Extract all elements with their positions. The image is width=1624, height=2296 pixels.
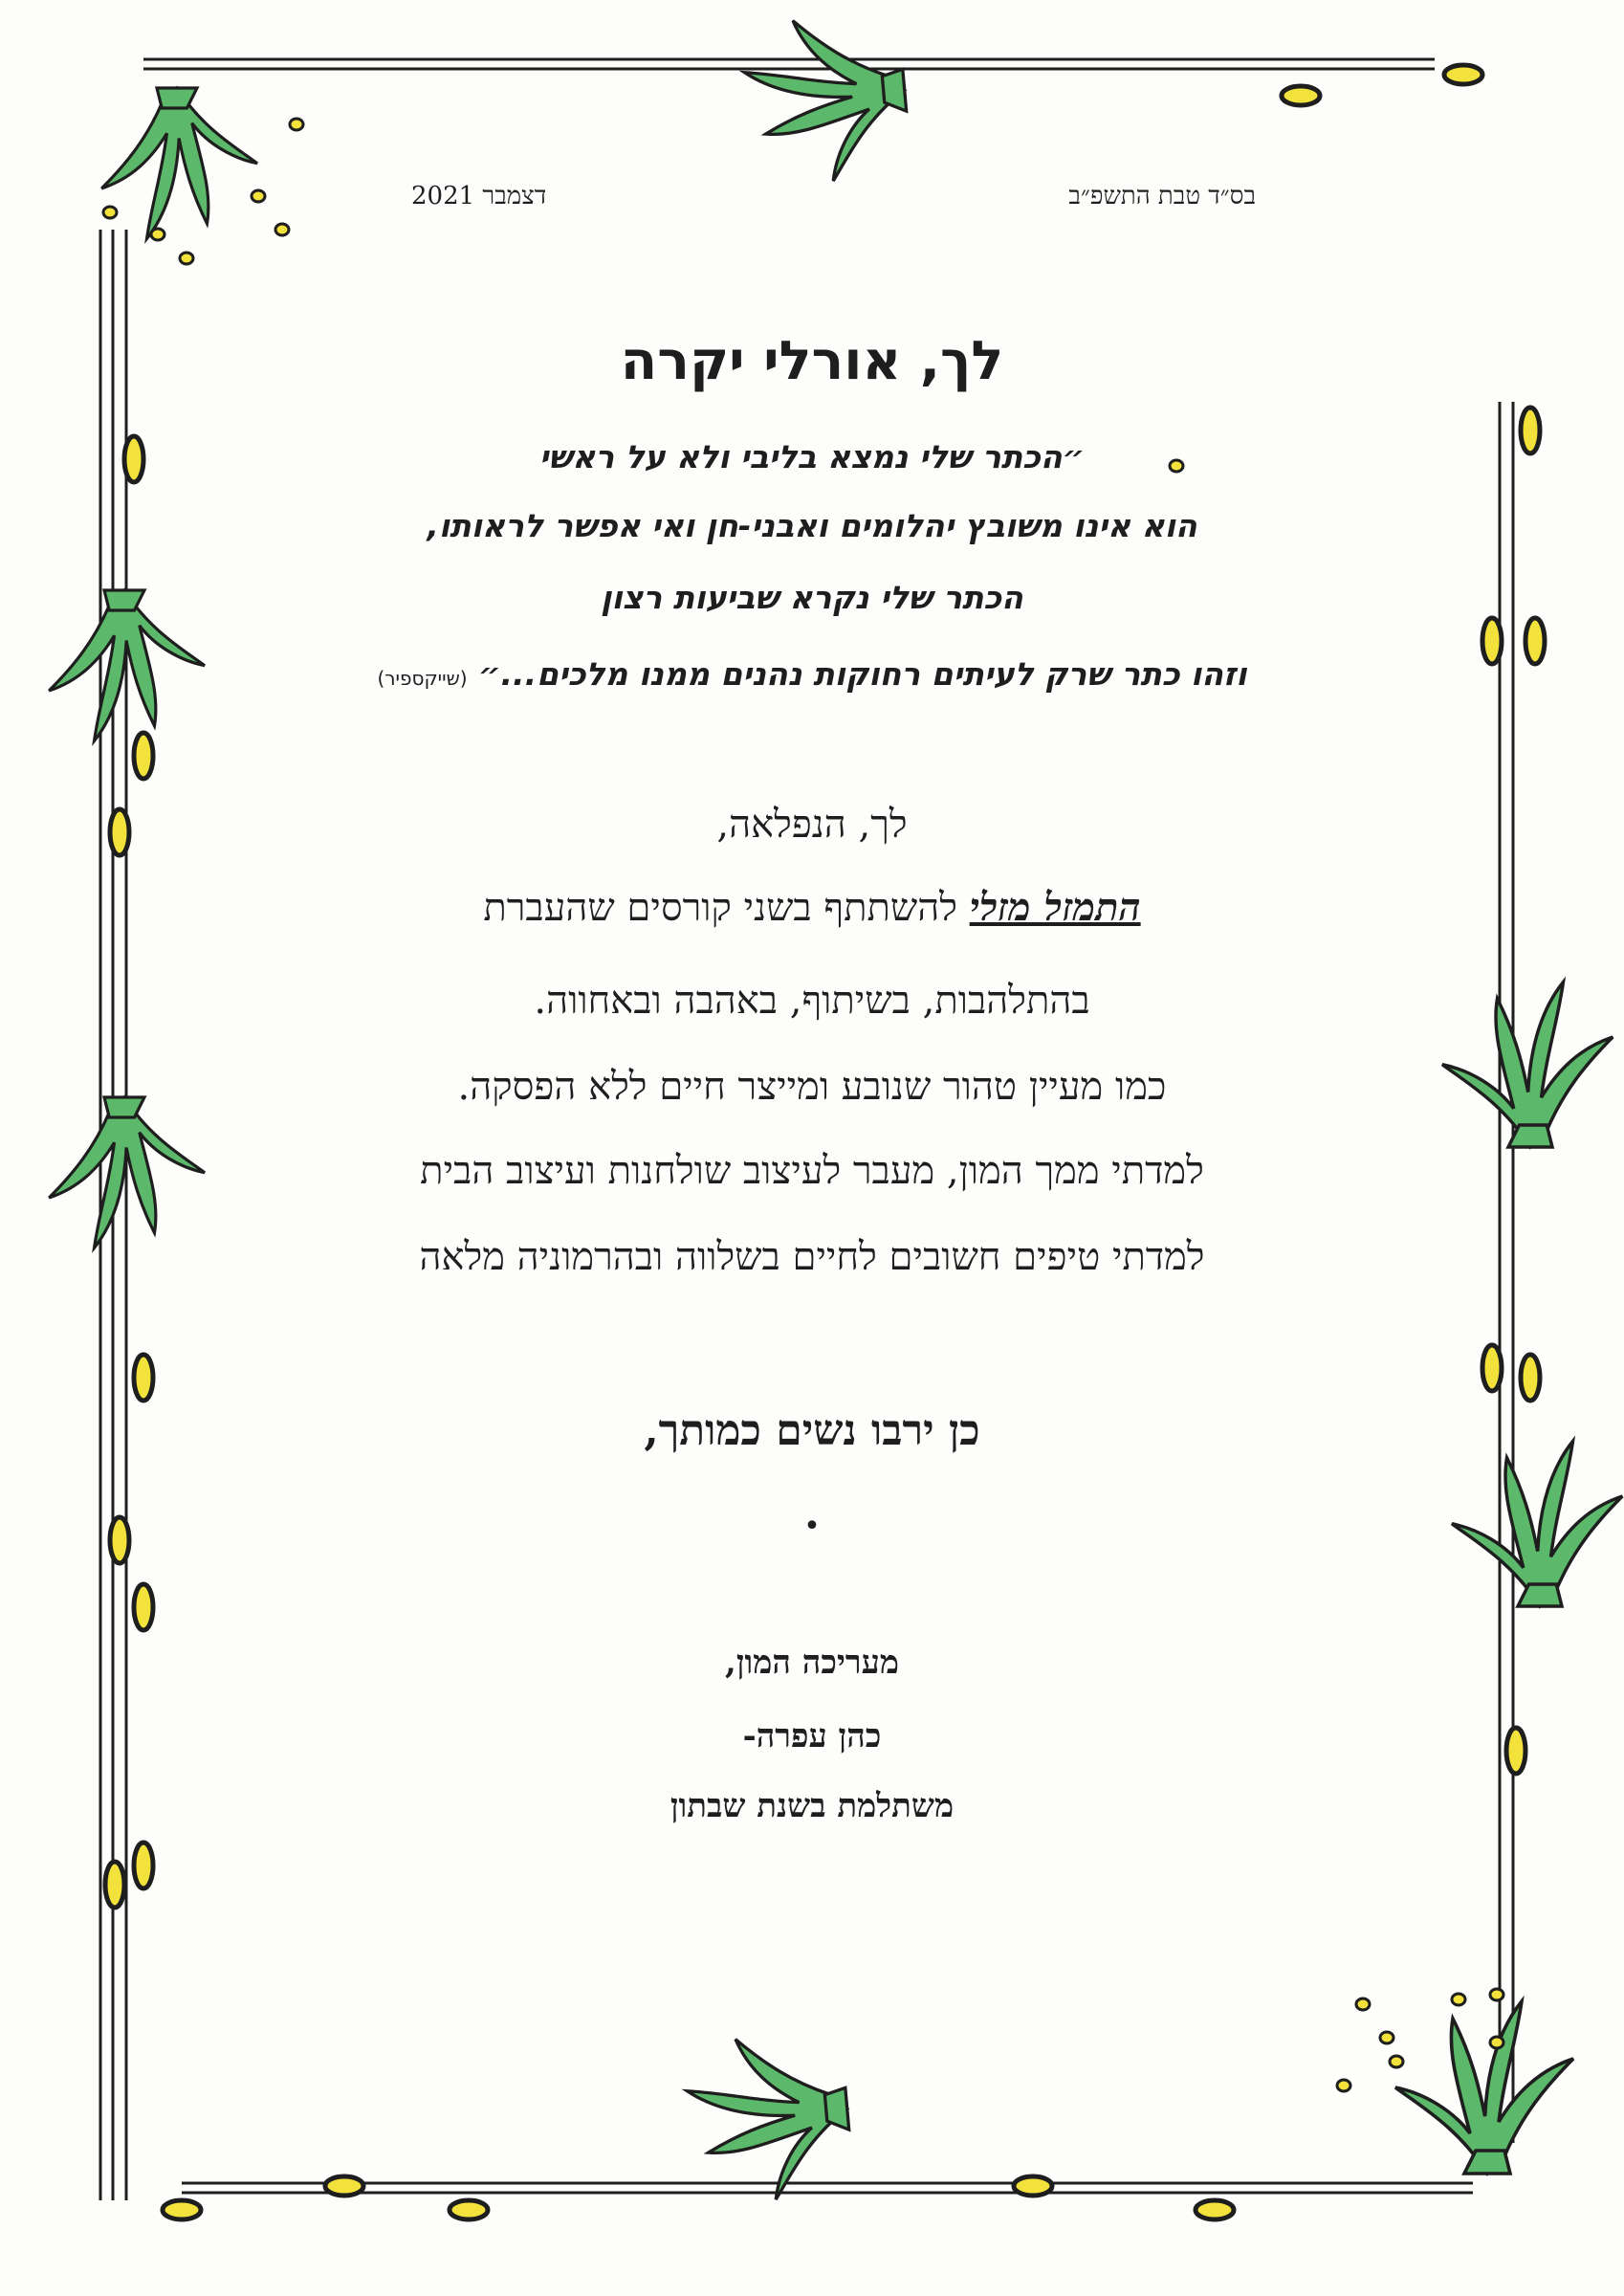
body-line-2 [0, 885, 1624, 930]
body-line-1: לך, הנפלאה, [716, 803, 908, 847]
quote-line-4-text: וזהו כתר שרק לעיתים רחוקות נהנים ממנו מלכים...״ [478, 655, 1247, 693]
separator-dot: • [803, 1510, 821, 1543]
signature-line-1: מעריכה המון, [725, 1644, 899, 1682]
body-line-3: בהתלהבות, בשיתוף, באהבה ובאחווה. [534, 979, 1090, 1023]
gregorian-date: דצמבר 2021 [411, 182, 547, 210]
quote-line-4 [0, 655, 1624, 693]
hebrew-date: בס״ד טבת התשפ״ב [1068, 182, 1256, 210]
body-line-2-text: להשתתף בשני קורסים שהעברת [483, 886, 970, 930]
quote-line-1: ״הכתר שלי נמצא בליבי ולא על ראשי [538, 438, 1086, 475]
letter-title: לך, אורלי יקרה [620, 330, 1004, 392]
body-line-5: למדתי ממך המון, מעבר לעיצוב שולחנות ועיצוב הבית [420, 1149, 1204, 1193]
signature-role: משתלמת בשנת שבתון [669, 1787, 955, 1825]
body-line-4: כמו מעיין טהור שנובע ומייצר חיים ללא הפסקה. [457, 1065, 1167, 1109]
signature-name: כהן עפרה- [742, 1717, 882, 1755]
body-line-6: למדתי טיפים חשובים לחיים בשלווה ובהרמוניה מלאה [419, 1235, 1205, 1279]
quote-line-2: הוא אינו משובץ יהלומים ואבני-חן ואי אפשר לראותו, [427, 507, 1197, 544]
blessing: כן ירבו נשים כמותך, [644, 1406, 980, 1455]
body-emphasis: התמזל מזלי [969, 885, 1141, 930]
quote-line-3: הכתר שלי נקרא שביעות רצון [601, 579, 1023, 616]
quote-attribution: (שייקספיר) [377, 667, 468, 690]
